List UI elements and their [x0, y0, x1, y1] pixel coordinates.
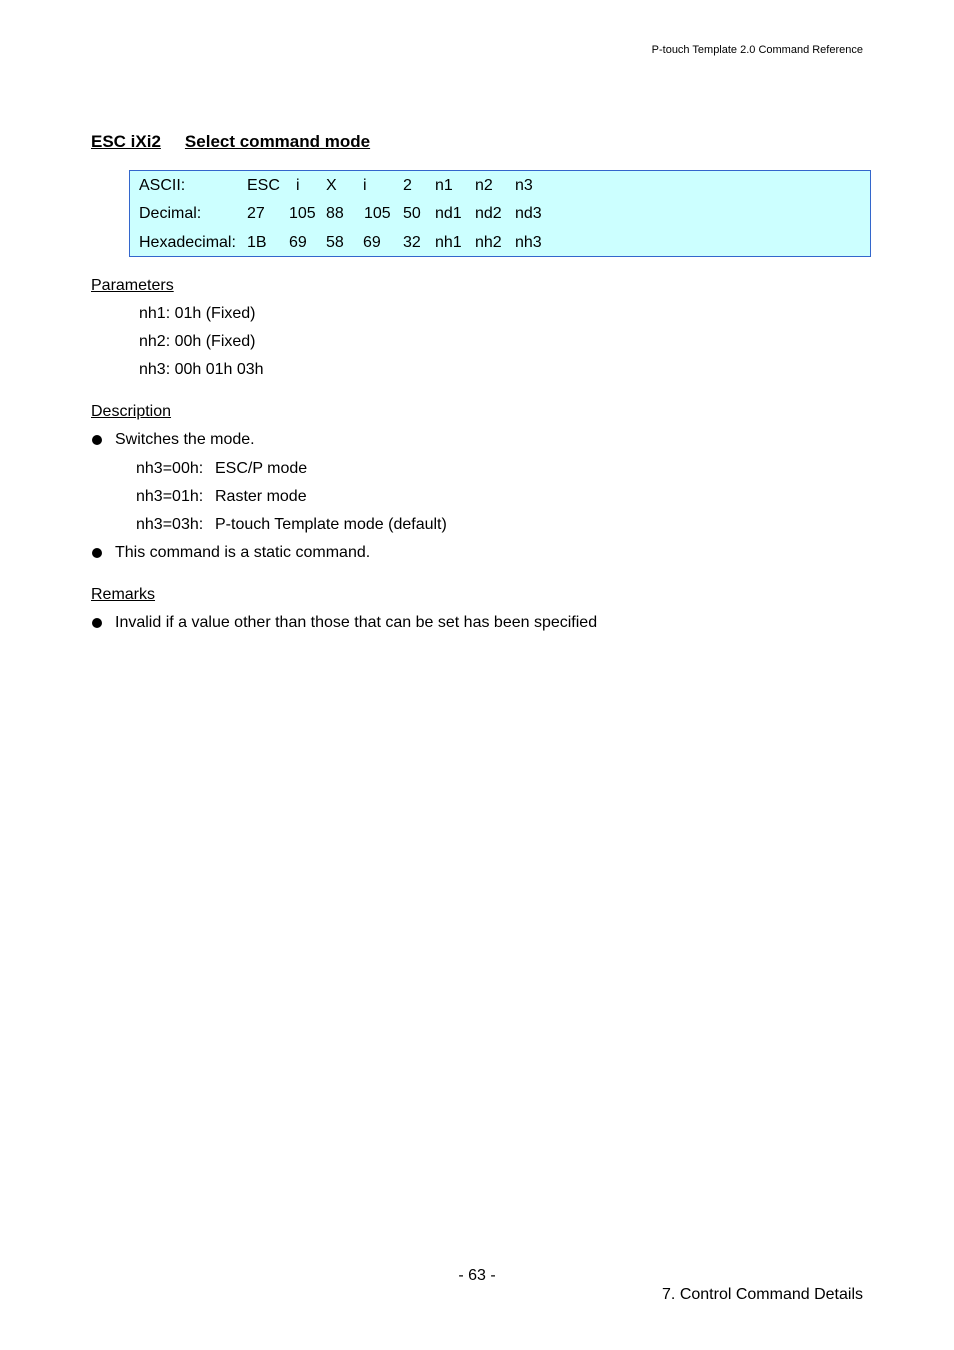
cell: 88	[326, 205, 344, 222]
parameter-item: nh1: 01h (Fixed)	[139, 305, 256, 322]
cell: i	[363, 177, 367, 194]
cell: nh2	[475, 234, 502, 251]
cell: n1	[435, 177, 453, 194]
parameter-item: nh2: 00h (Fixed)	[139, 333, 256, 350]
remarks-bullet: Invalid if a value other than those that can be set has been specified	[115, 614, 598, 631]
section-title	[91, 132, 370, 152]
cell: n3	[515, 177, 533, 194]
cell: 105	[289, 205, 316, 222]
running-header: P-touch Template 2.0 Command Reference	[651, 44, 863, 56]
cell: i	[296, 177, 300, 194]
cell: 2	[403, 177, 412, 194]
description-bullet: Switches the mode.	[115, 431, 255, 448]
cell: 1B	[247, 234, 267, 251]
bullet-icon	[92, 435, 102, 445]
mode-code: nh3=01h:	[136, 488, 204, 505]
cell: nd1	[435, 205, 462, 222]
cell: ESC	[247, 177, 280, 194]
mode-name: Raster mode	[215, 488, 307, 505]
cell: 105	[364, 205, 391, 222]
bullet-icon	[92, 618, 102, 628]
cell: nd3	[515, 205, 542, 222]
cell: n2	[475, 177, 493, 194]
cell: 32	[403, 234, 421, 251]
mode-code: nh3=00h:	[136, 460, 204, 477]
cell: X	[326, 177, 337, 194]
cell: nd2	[475, 205, 502, 222]
cell: 50	[403, 205, 421, 222]
cell: 69	[363, 234, 381, 251]
bullet-icon	[92, 548, 102, 558]
mode-name: P-touch Template mode (default)	[215, 516, 447, 533]
parameter-item: nh3: 00h 01h 03h	[139, 361, 264, 378]
row-label: Decimal:	[139, 205, 202, 222]
description-heading: Description	[91, 403, 172, 420]
cell: nh1	[435, 234, 462, 251]
remarks-heading: Remarks	[91, 586, 156, 603]
command-table	[129, 170, 871, 257]
description-bullet: This command is a static command.	[115, 544, 371, 561]
cell: 27	[247, 205, 265, 222]
cell: 69	[289, 234, 307, 251]
command-title: Select command mode	[184, 132, 371, 151]
cell: nh3	[515, 234, 542, 251]
page-number: - 63 -	[458, 1267, 496, 1284]
cell: 58	[326, 234, 344, 251]
chapter-label: 7. Control Command Details	[662, 1286, 863, 1303]
row-label: ASCII:	[139, 177, 186, 194]
mode-code: nh3=03h:	[136, 516, 204, 533]
row-label: Hexadecimal:	[139, 234, 236, 251]
parameters-heading: Parameters	[91, 277, 174, 294]
command-name: ESC iXi2	[91, 132, 161, 151]
mode-name: ESC/P mode	[215, 460, 308, 477]
